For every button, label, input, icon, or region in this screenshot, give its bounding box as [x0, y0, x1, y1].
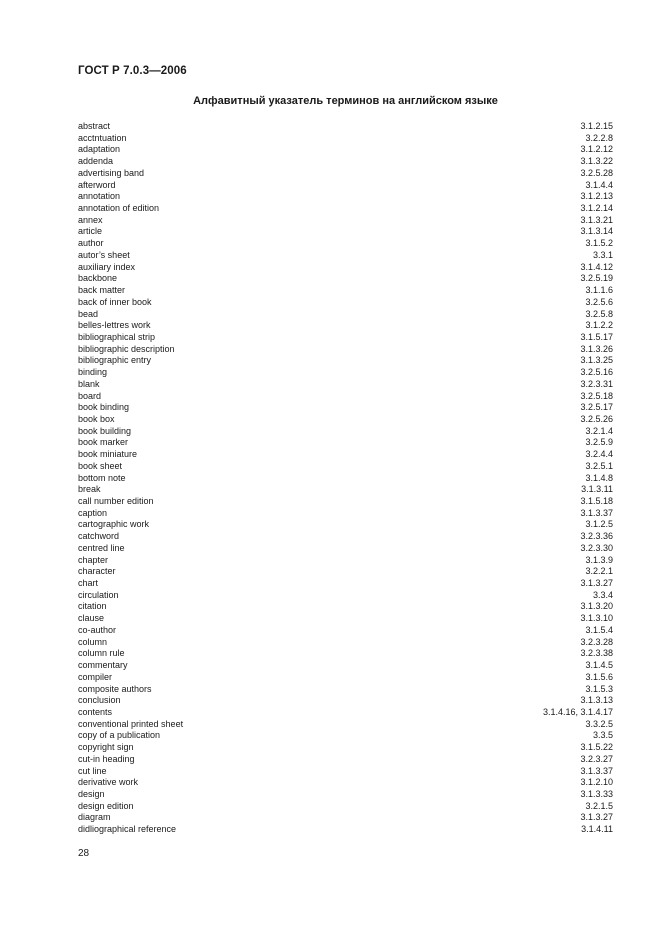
index-entry [78, 777, 613, 789]
index-entry [78, 414, 613, 426]
index-entry [78, 742, 613, 754]
index-term: back of inner book [78, 296, 152, 307]
index-entry [78, 648, 613, 660]
index-reference: 3.1.4.12 [580, 261, 613, 272]
index-reference: 3.2.5.9 [585, 437, 613, 448]
index-entry [78, 484, 613, 496]
index-reference: 3.1.3.20 [580, 601, 613, 612]
index-reference: 3.1.5.3 [585, 683, 613, 694]
index-reference: 3.2.3.30 [580, 542, 613, 553]
index-reference: 3.1.3.27 [580, 812, 613, 823]
index-reference: 3.2.5.8 [585, 308, 613, 319]
index-term: book sheet [78, 460, 123, 471]
index-entry [78, 496, 613, 508]
index-term: derivative work [78, 777, 139, 788]
index-reference: 3.3.5 [592, 730, 613, 741]
index-entry [78, 625, 613, 637]
index-term: conclusion [78, 695, 121, 706]
index-entry [78, 273, 613, 285]
index-entry [78, 449, 613, 461]
index-entry [78, 578, 613, 590]
index-term: didliographical reference [78, 824, 177, 835]
index-term: advertising band [78, 167, 145, 178]
index-entry [78, 215, 613, 227]
index-term: chapter [78, 554, 109, 565]
index-entry [78, 519, 613, 531]
index-reference: 3.2.1.5 [585, 800, 613, 811]
index-entry [78, 766, 613, 778]
index-entry [78, 262, 613, 274]
index-term: diagram [78, 812, 111, 823]
index-term: backbone [78, 273, 118, 284]
index-reference: 3.1.2.13 [580, 191, 613, 202]
index-term: bottom note [78, 472, 126, 483]
index-term: chart [78, 578, 99, 589]
index-term: autor’s sheet [78, 249, 130, 260]
index-reference: 3.1.5.2 [585, 238, 613, 249]
index-term: contents [78, 706, 113, 717]
index-term: break [78, 484, 101, 495]
term-index-list [78, 121, 613, 836]
index-reference: 3.1.3.37 [580, 765, 613, 776]
index-reference: 3.2.5.17 [580, 402, 613, 413]
index-term: book box [78, 413, 115, 424]
index-term: blank [78, 378, 100, 389]
index-reference: 3.2.3.27 [580, 753, 613, 764]
index-entry [78, 402, 613, 414]
index-reference: 3.1.3.10 [580, 613, 613, 624]
index-entry [78, 250, 613, 262]
index-term: author [78, 238, 104, 249]
index-term: auxiliary index [78, 261, 136, 272]
index-reference: 3.2.2.1 [585, 566, 613, 577]
index-term: acctntuation [78, 132, 127, 143]
index-entry [78, 566, 613, 578]
index-reference: 3.1.5.17 [580, 331, 613, 342]
index-term: bibliographic description [78, 343, 175, 354]
index-reference: 3.1.4.16, 3.1.4.17 [542, 706, 613, 717]
index-entry [78, 660, 613, 672]
index-term: back matter [78, 285, 126, 296]
index-term: abstract [78, 121, 111, 131]
index-term: belles-lettres work [78, 320, 151, 331]
index-entry [78, 133, 613, 145]
index-reference: 3.1.4.11 [581, 824, 613, 835]
index-reference: 3.2.4.4 [585, 449, 613, 460]
index-term: conventional printed sheet [78, 718, 184, 729]
index-term: annotation [78, 191, 121, 202]
index-term: co-author [78, 624, 117, 635]
index-entry [78, 437, 613, 449]
index-entry [78, 461, 613, 473]
index-term: annotation of edition [78, 203, 160, 214]
index-entry [78, 391, 613, 403]
index-reference: 3.2.3.28 [580, 636, 613, 647]
index-term: clause [78, 613, 105, 624]
index-term: book building [78, 425, 132, 436]
index-entry [78, 695, 613, 707]
index-entry [78, 555, 613, 567]
index-reference: 3.1.5.18 [580, 496, 613, 506]
index-entry [78, 637, 613, 649]
index-entry [78, 297, 613, 309]
index-entry [78, 191, 613, 203]
index-reference: 3.2.5.26 [580, 413, 613, 424]
index-entry [78, 824, 613, 836]
index-term: book marker [78, 437, 129, 448]
index-entry [78, 238, 613, 250]
index-reference: 3.1.3.27 [580, 578, 613, 589]
index-term: board [78, 390, 102, 401]
index-entry [78, 180, 613, 192]
index-term: column rule [78, 648, 125, 659]
index-term: book miniature [78, 449, 138, 460]
index-reference: 3.1.3.25 [580, 355, 613, 366]
index-entry [78, 332, 613, 344]
index-term: article [78, 226, 103, 237]
page-number: 28 [78, 848, 90, 859]
index-term: centred line [78, 542, 125, 553]
index-term: compiler [78, 671, 113, 682]
index-term: composite authors [78, 683, 152, 694]
index-reference: 3.3.4 [592, 589, 613, 600]
index-reference: 3.2.5.6 [585, 296, 613, 307]
index-reference: 3.1.2.15 [580, 121, 613, 131]
index-reference: 3.1.4.5 [585, 660, 613, 671]
index-reference: 3.1.2.14 [580, 203, 613, 214]
index-entry [78, 156, 613, 168]
index-reference: 3.2.3.31 [580, 378, 613, 389]
index-reference: 3.2.2.8 [585, 132, 613, 143]
index-term: addenda [78, 156, 114, 167]
index-entry [78, 203, 613, 215]
section-title: Алфавитный указатель терминов на английском языке [193, 95, 498, 107]
index-entry [78, 144, 613, 156]
index-reference: 3.1.2.2 [585, 320, 613, 331]
index-term: cut-in heading [78, 753, 135, 764]
index-entry [78, 789, 613, 801]
index-reference: 3.1.3.11 [581, 484, 613, 495]
index-entry [78, 226, 613, 238]
index-entry [78, 508, 613, 520]
index-reference: 3.1.1.6 [585, 285, 613, 296]
index-entry [78, 801, 613, 813]
index-entry [78, 473, 613, 485]
index-reference: 3.1.2.12 [580, 144, 613, 155]
index-entry [78, 168, 613, 180]
index-entry [78, 426, 613, 438]
index-reference: 3.1.3.33 [580, 788, 613, 799]
index-entry [78, 719, 613, 731]
index-entry [78, 613, 613, 625]
index-entry [78, 531, 613, 543]
index-term: design [78, 788, 105, 799]
index-reference: 3.1.4.4 [585, 179, 613, 190]
index-reference: 3.1.3.13 [580, 695, 613, 706]
index-reference: 3.1.2.5 [585, 519, 613, 530]
index-reference: 3.2.5.16 [580, 367, 613, 378]
index-entry [78, 672, 613, 684]
index-term: copyright sign [78, 742, 134, 753]
index-term: binding [78, 367, 108, 378]
index-term: annex [78, 214, 103, 225]
index-entry [78, 344, 613, 356]
index-entry [78, 543, 613, 555]
index-entry [78, 707, 613, 719]
index-term: caption [78, 507, 108, 518]
index-entry [78, 754, 613, 766]
index-term: circulation [78, 589, 119, 600]
index-term: afterword [78, 179, 116, 190]
index-entry [78, 320, 613, 332]
index-reference: 3.1.3.21 [580, 214, 613, 225]
index-term: commentary [78, 660, 128, 671]
index-reference: 3.2.5.28 [580, 167, 613, 178]
index-entry [78, 355, 613, 367]
index-term: call number edition [78, 496, 154, 506]
index-entry [78, 601, 613, 613]
index-reference: 3.3.1 [592, 249, 613, 260]
index-reference: 3.3.2.5 [585, 718, 613, 729]
index-entry [78, 309, 613, 321]
index-term: character [78, 566, 116, 577]
index-entry [78, 590, 613, 602]
index-term: column [78, 636, 108, 647]
index-term: design edition [78, 800, 134, 811]
index-reference: 3.1.5.4 [585, 624, 613, 635]
index-reference: 3.2.5.1 [585, 460, 613, 471]
index-term: cartographic work [78, 519, 150, 530]
index-term: cut line [78, 765, 107, 776]
index-term: citation [78, 601, 107, 612]
index-reference: 3.2.5.18 [580, 390, 613, 401]
index-term: adaptation [78, 144, 121, 155]
index-entry [78, 367, 613, 379]
index-term: book binding [78, 402, 130, 413]
index-reference: 3.2.3.38 [580, 648, 613, 659]
index-reference: 3.1.3.26 [580, 343, 613, 354]
index-term: bead [78, 308, 99, 319]
index-reference: 3.2.3.36 [580, 531, 613, 542]
index-term: bibliographic entry [78, 355, 152, 366]
index-reference: 3.1.3.37 [580, 507, 613, 518]
index-entry [78, 379, 613, 391]
index-reference: 3.2.1.4 [585, 425, 613, 436]
index-reference: 3.1.5.22 [580, 742, 613, 753]
standard-designation: ГОСТ Р 7.0.3—2006 [78, 65, 187, 77]
index-term: bibliographical strip [78, 331, 156, 342]
index-entry [78, 812, 613, 824]
index-term: copy of a publication [78, 730, 161, 741]
index-reference: 3.1.4.8 [585, 472, 613, 483]
index-entry [78, 121, 613, 133]
index-reference: 3.1.2.10 [580, 777, 613, 788]
index-entry [78, 684, 613, 696]
index-term: catchword [78, 531, 120, 542]
index-reference: 3.1.3.14 [580, 226, 613, 237]
index-reference: 3.2.5.19 [580, 273, 613, 284]
index-entry [78, 285, 613, 297]
index-reference: 3.1.5.6 [585, 671, 613, 682]
index-entry [78, 730, 613, 742]
index-reference: 3.1.3.22 [580, 156, 613, 167]
index-reference: 3.1.3.9 [585, 554, 613, 565]
